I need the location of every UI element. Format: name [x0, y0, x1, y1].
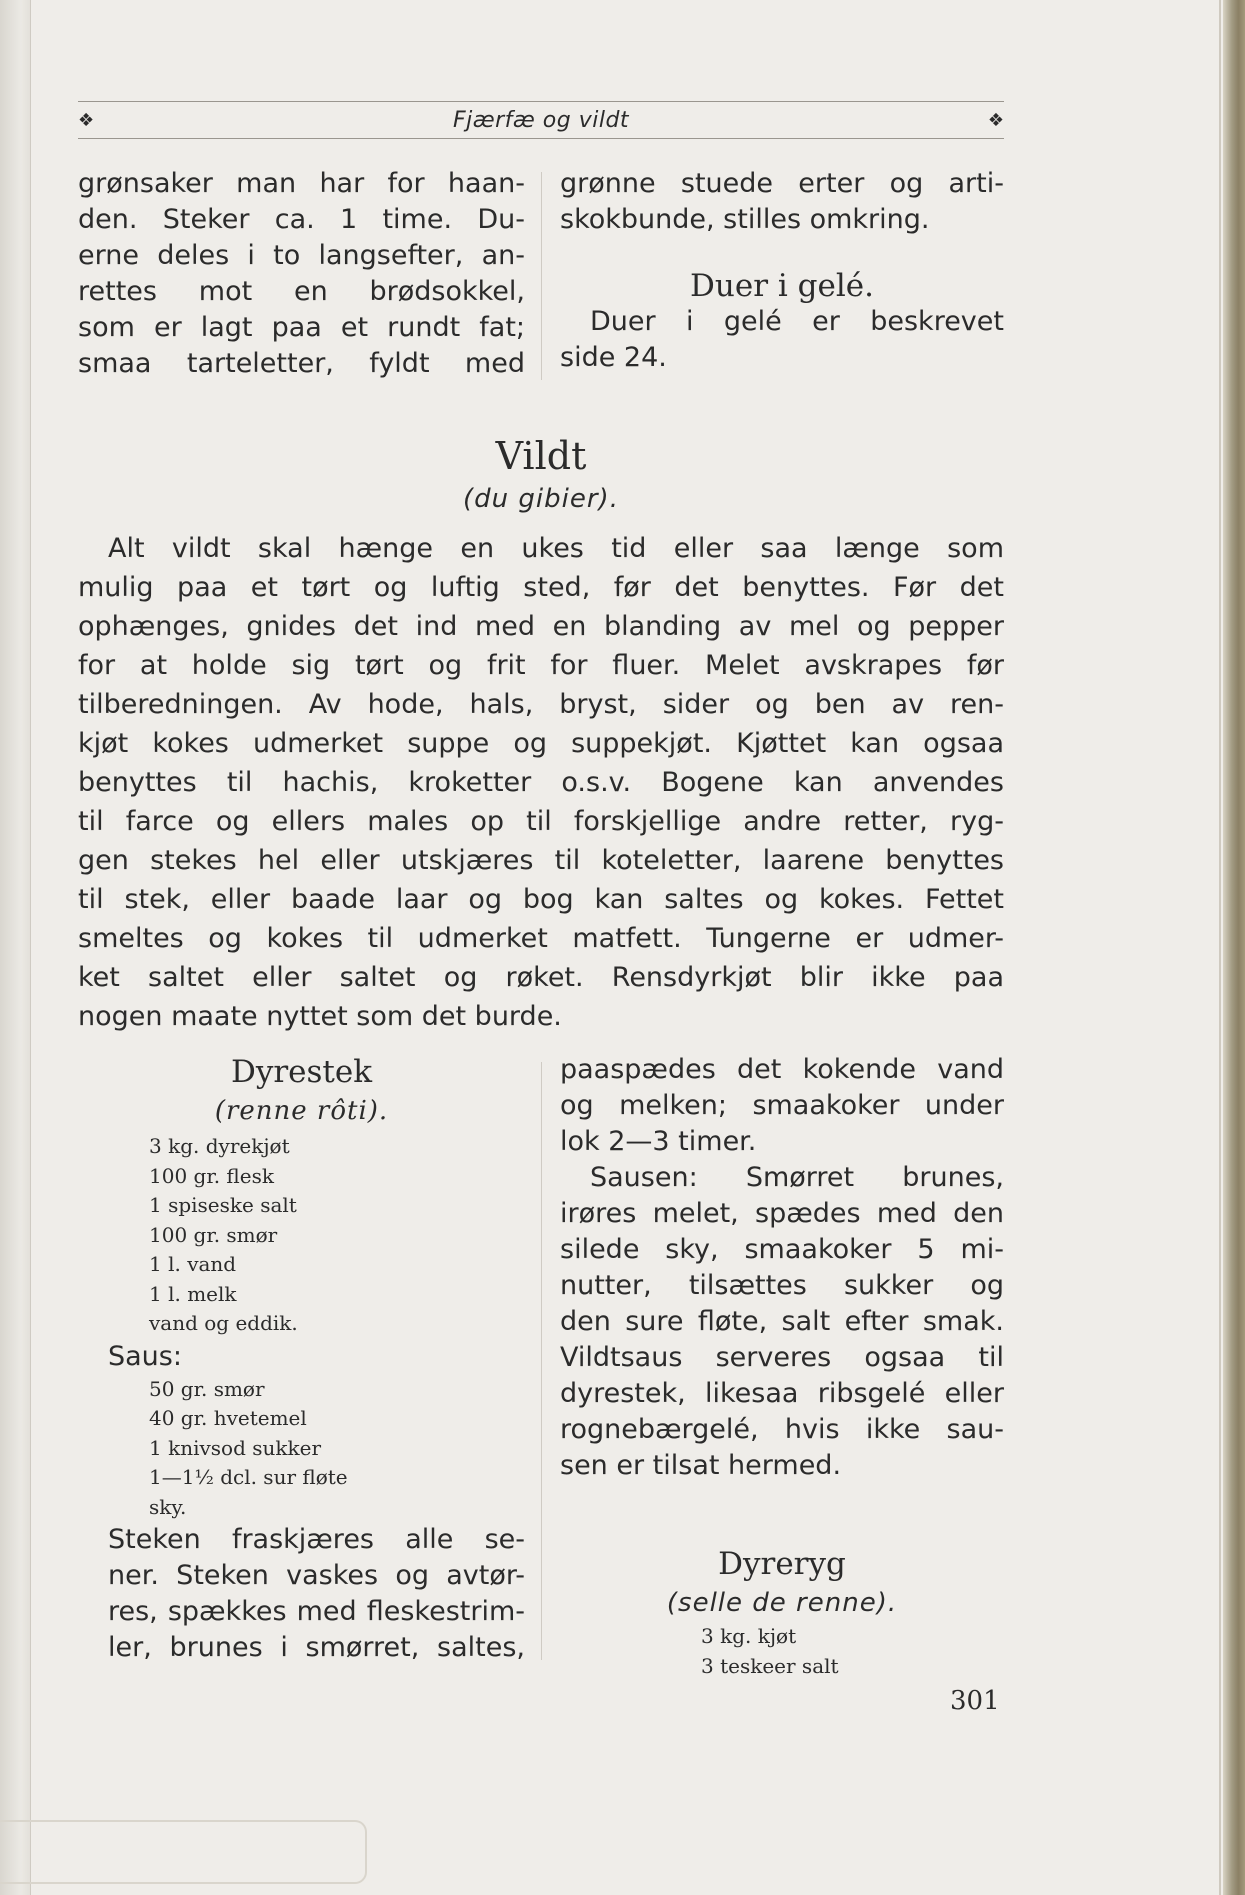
text-line: grønsaker man har for haan-: [78, 168, 525, 199]
dyrestek-column: [78, 1052, 525, 1666]
text-line: Vildtsaus serveres ogsaa til: [560, 1342, 1004, 1373]
dyrestek-heading: Dyrestek: [230, 1054, 373, 1090]
text-line: tilberedningen. Av hode, hals, bryst, sider og ben av ren-: [78, 689, 1004, 720]
bottom-right-column: [560, 1052, 1004, 1681]
dyrestek-subtitle: (renne rôti).: [214, 1096, 389, 1126]
ingredient-item: vand og eddik.: [149, 1311, 298, 1335]
text-line: benyttes til hachis, kroketter o.s.v. Bogene kan anvendes: [78, 767, 1004, 798]
text-line: rettes mot en brødsokkel,: [78, 276, 525, 307]
text-line: ophænges, gnides det ind med en blanding av mel og pepper: [78, 611, 1004, 642]
text-line: og melken; smaakoker under: [560, 1090, 1004, 1121]
ingredient-item: 3 teskeer salt: [701, 1653, 839, 1678]
ingredient-item: 3 kg. dyrekjøt: [149, 1134, 290, 1158]
text-line: nutter, tilsættes sukker og: [560, 1270, 1004, 1301]
text-line: res, spækkes med fleskestrim-: [108, 1596, 525, 1627]
book-edge: [1223, 0, 1245, 1895]
text-line: Duer i gelé er beskrevet: [590, 306, 1004, 337]
column-divider: [541, 1062, 542, 1660]
ingredient-item: sky.: [149, 1494, 187, 1519]
ingredient-item: 100 gr. smør: [149, 1222, 278, 1247]
ingredient-item: 1 l. vand: [149, 1252, 237, 1276]
top-left-column: [78, 166, 525, 382]
text-line: Alt vildt skal hænge en ukes tid eller saa længe som: [108, 533, 1004, 564]
ingredient-item: 1—1½ dcl. sur fløte: [149, 1465, 348, 1489]
text-line: Sausen: Smørret brunes,: [590, 1162, 1004, 1193]
vildt-heading: Vildt: [495, 434, 587, 478]
ingredient-item: 1 l. melk: [149, 1281, 237, 1306]
column-divider: [541, 172, 542, 380]
text-line: nogen maate nyttet som det burde.: [78, 1001, 562, 1032]
text-line: kjøt kokes udmerket suppe og suppekjøt. Kjøttet kan ogsaa: [78, 728, 1004, 759]
page-number: 301: [950, 1686, 1000, 1716]
text-line: skokbunde, stilles omkring.: [560, 204, 930, 235]
method-text: [78, 1522, 525, 1666]
text-line: til farce og ellers males op til forskjellige andre retter, ryg-: [78, 806, 1004, 837]
text-line: dyrestek, likesaa ribsgelé eller: [560, 1378, 1004, 1409]
page-corner-mark: [0, 1820, 367, 1884]
ingredient-item: 1 knivsod sukker: [149, 1435, 322, 1460]
text-line: grønne stuede erter og arti-: [560, 168, 1004, 199]
text-line: side 24.: [560, 342, 667, 373]
text-line: den sure fløte, salt efter smak.: [560, 1306, 1004, 1337]
ornament-right-icon: ❖: [987, 109, 1004, 131]
ingredient-item: 50 gr. smør: [149, 1376, 265, 1401]
ingredient-item: 40 gr. hvetemel: [149, 1406, 307, 1430]
text-line: paaspædes det kokende vand: [560, 1054, 1004, 1085]
text-line: rognebærgelé, hvis ikke sau-: [560, 1414, 1004, 1445]
text-line: irøres melet, spædes med den: [560, 1198, 1004, 1229]
text-line: Steken fraskjæres alle se-: [108, 1524, 525, 1555]
text-line: lok 2—3 timer.: [560, 1126, 757, 1157]
text-line: den. Steker ca. 1 time. Du-: [78, 204, 525, 235]
text-line: mulig paa et tørt og luftig sted, før det benyttes. Før det: [78, 572, 1004, 603]
header-title: Fjærfæ og vildt: [452, 107, 630, 133]
text-line: silede sky, smaakoker 5 mi-: [560, 1234, 1004, 1265]
ingredient-list: [78, 1132, 525, 1339]
text-line: gen stekes hel eller utskjæres til koteletter, laarene benyttes: [78, 845, 1004, 876]
ingredient-item: 1 spiseske salt: [149, 1193, 297, 1217]
vildt-subtitle: (du gibier).: [463, 484, 619, 514]
saus-ingredient-list: [78, 1375, 525, 1523]
top-right-column: [560, 166, 1004, 376]
vildt-paragraph: [78, 529, 1004, 1036]
text-line: til stek, eller baade laar og bog kan saltes og kokes. Fettet: [78, 884, 1004, 915]
text-line: ner. Steken vaskes og avtør-: [108, 1560, 525, 1591]
dyreryg-subtitle: (selle de renne).: [666, 1588, 898, 1618]
dyreryg-heading: Dyreryg: [718, 1546, 846, 1582]
text-line: smaa tarteletter, fyldt med: [78, 348, 525, 379]
dyreryg-ingredient-list: [560, 1622, 1004, 1681]
running-header: [78, 101, 1004, 139]
text-line: ket saltet eller saltet og røket. Rensdyrkjøt blir ikke paa: [78, 962, 1004, 993]
saus-label: Saus:: [108, 1340, 182, 1372]
ornament-left-icon: ❖: [78, 109, 95, 131]
text-line: smeltes og kokes til udmerket matfett. Tungerne er udmer-: [78, 923, 1004, 954]
page-edge-line: [1219, 0, 1221, 1895]
text-line: for at holde sig tørt og frit for fluer. Melet avskrapes før: [78, 650, 1004, 681]
page-binding: [0, 0, 31, 1895]
text-line: ler, brunes i smørret, saltes,: [108, 1632, 525, 1663]
text-line: sen er tilsat hermed.: [560, 1450, 842, 1481]
ingredient-item: 100 gr. flesk: [149, 1163, 274, 1188]
duer-heading: Duer i gelé.: [690, 268, 874, 304]
ingredient-item: 3 kg. kjøt: [701, 1624, 797, 1648]
text-line: erne deles i to langsefter, an-: [78, 240, 525, 271]
text-line: som er lagt paa et rundt fat;: [78, 312, 525, 343]
